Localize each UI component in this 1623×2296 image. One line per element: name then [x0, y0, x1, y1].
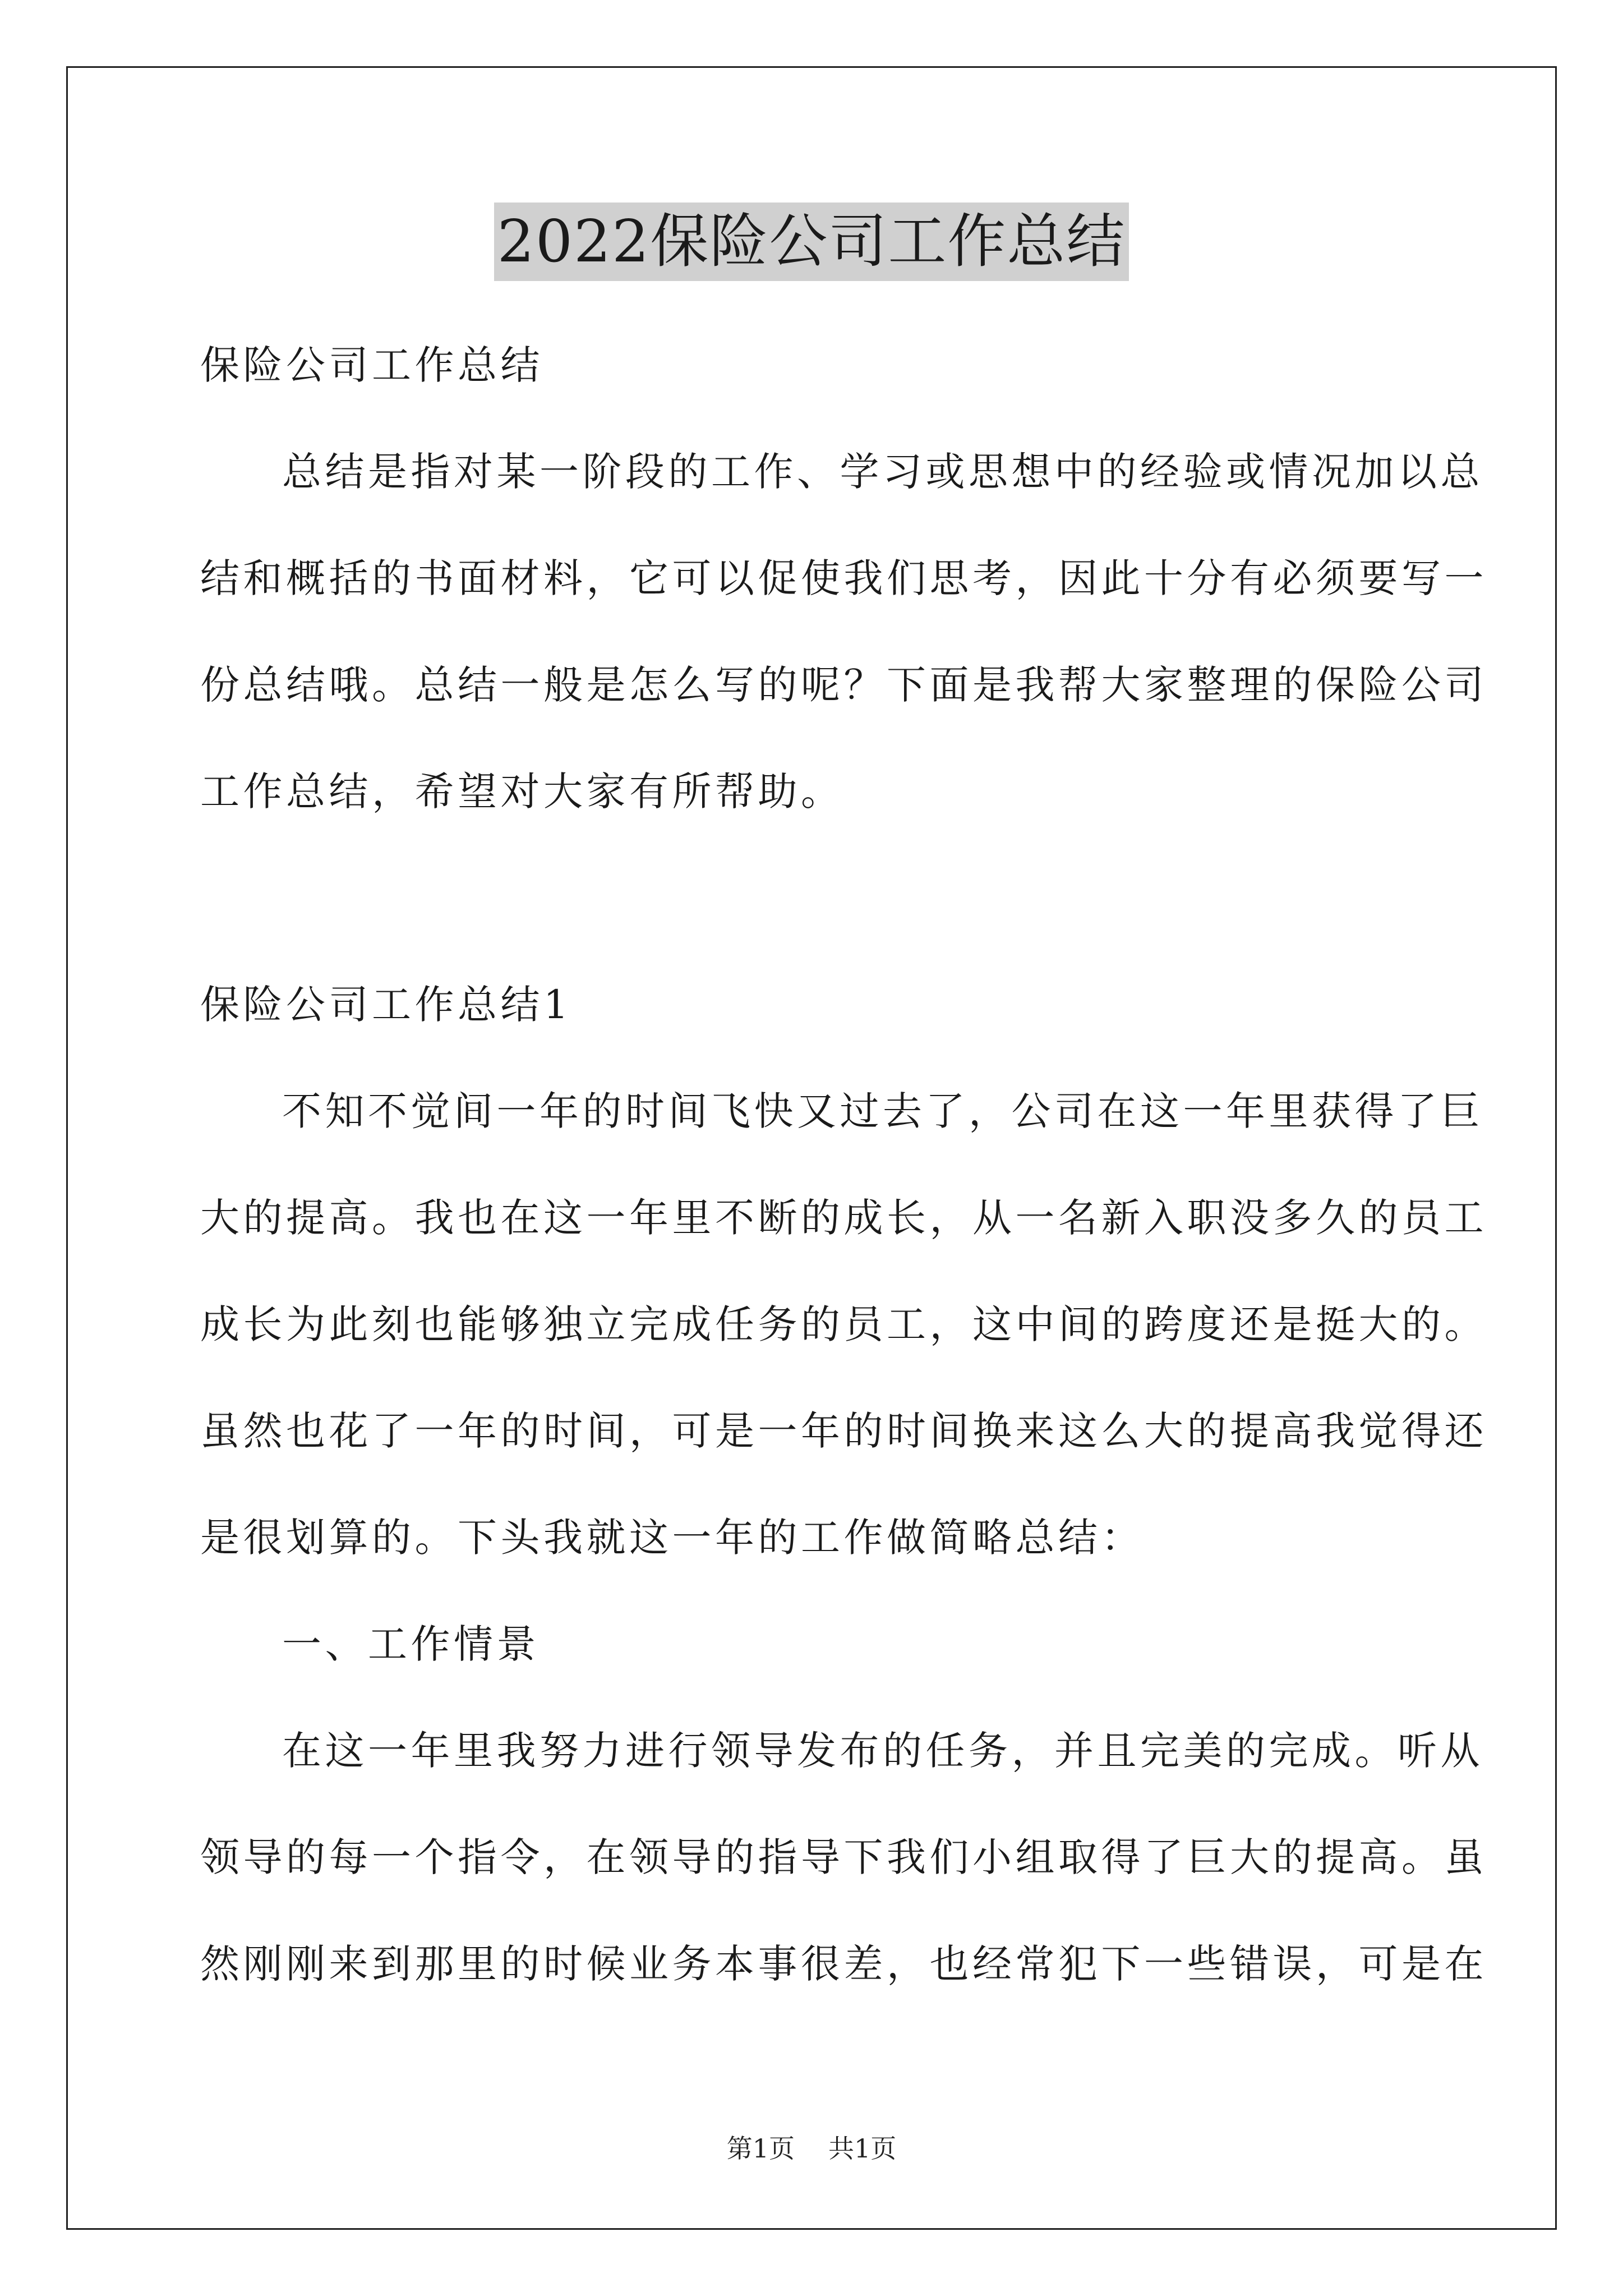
paragraph-line: 在这一年里我努力进行领导发布的任务，并且完美的完成。听从 [282, 1728, 1483, 1774]
paragraph-line: 虽然也花了一年的时间，可是一年的时间换来这么大的提高我觉得还 [200, 1408, 1487, 1454]
paragraph-line: 份总结哦。总结一般是怎么写的呢？下面是我帮大家整理的保险公司 [200, 662, 1487, 708]
paragraph-line: 然刚刚来到那里的时候业务本事很差，也经常犯下一些错误，可是在 [200, 1941, 1487, 1987]
paragraph-line: 工作总结，希望对大家有所帮助。 [200, 769, 844, 815]
document-body [200, 312, 1487, 2017]
paragraph-line: 是很划算的。下头我就这一年的工作做简略总结： [200, 1515, 1144, 1561]
subsection-heading: 一、工作情景 [282, 1621, 540, 1667]
page-number: 第1页 [726, 2133, 795, 2164]
paragraph-line: 结和概括的书面材料，它可以促使我们思考，因此十分有必须要写一 [200, 555, 1487, 601]
document-title-text: 2022保险公司工作总结 [494, 203, 1129, 281]
paragraph-line: 领导的每一个指令，在领导的指导下我们小组取得了巨大的提高。虽 [200, 1834, 1487, 1880]
blank-line [200, 845, 1434, 951]
paragraph-line: 不知不觉间一年的时间飞快又过去了，公司在这一年里获得了巨 [282, 1088, 1483, 1134]
paragraph-line: 大的提高。我也在这一年里不断的成长，从一名新入职没多久的员工 [200, 1195, 1487, 1241]
section-heading: 保险公司工作总结 [200, 342, 543, 388]
section-heading: 保险公司工作总结1 [200, 982, 573, 1028]
paragraph-line: 成长为此刻也能够独立完成任务的员工，这中间的跨度还是挺大的。 [200, 1301, 1487, 1347]
paragraph-line: 总结是指对某一阶段的工作、学习或思想中的经验或情况加以总 [282, 449, 1483, 495]
page-footer [0, 2132, 1623, 2165]
page-total: 共1页 [828, 2133, 897, 2164]
document-title [0, 202, 1623, 280]
